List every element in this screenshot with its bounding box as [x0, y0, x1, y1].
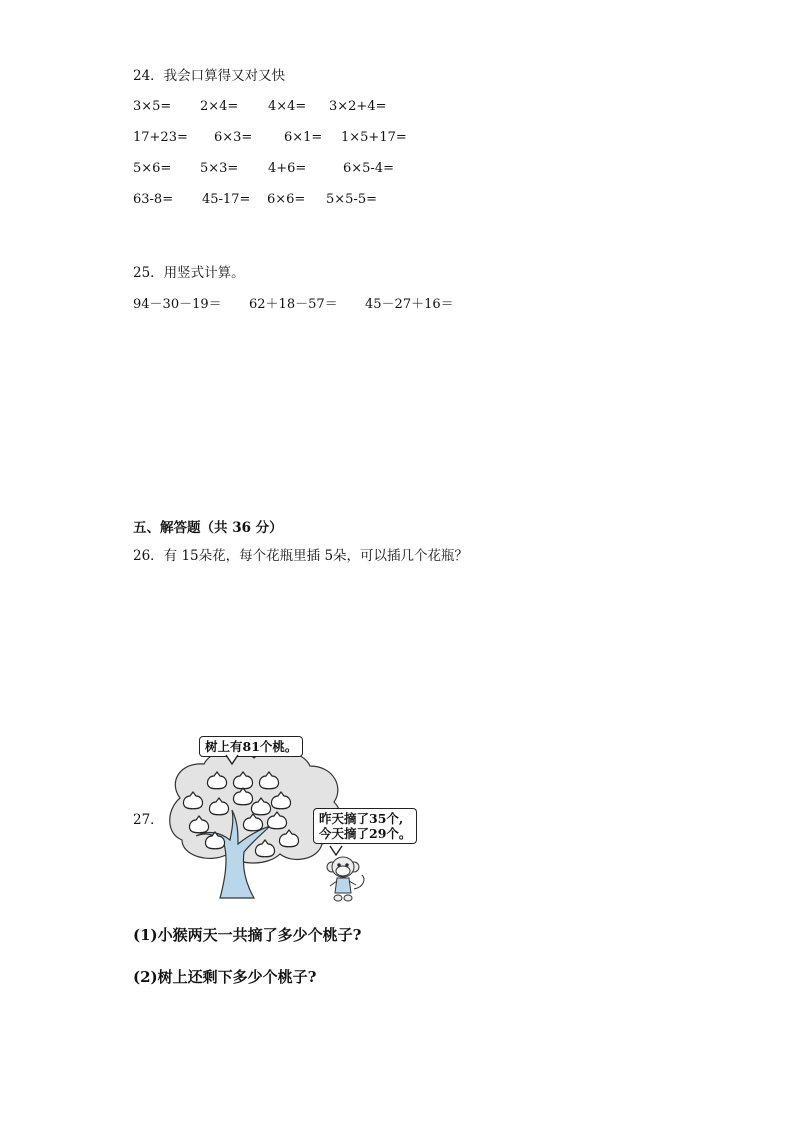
q24-r1c4: 3×2+4=	[329, 99, 387, 114]
q24-r1c1: 3×5=	[133, 99, 172, 114]
q24-r3c1: 5×6=	[133, 161, 172, 176]
q24-r2c3: 6×1=	[284, 130, 323, 145]
monkey-illustration	[324, 853, 368, 903]
q24-r2c4: 1×5+17=	[341, 130, 407, 145]
q24-r1c3: 4×4=	[268, 99, 307, 114]
tree-bubble-tail	[226, 755, 240, 765]
monkey-bubble-line-1: 昨天摘了35个,	[319, 811, 404, 826]
q24-r4c4: 5×5-5=	[326, 192, 377, 207]
q25-title: 25．用竖式计算。	[133, 265, 245, 281]
q25-item-2: 62＋18－57＝	[249, 297, 338, 312]
q24-r2c1: 17+23=	[133, 130, 188, 145]
q24-r1c2: 2×4=	[200, 99, 239, 114]
section-title: 五、解答题（共 36 分）	[133, 520, 283, 536]
monkey-bubble-line-2: 今天摘了29个。	[319, 826, 412, 841]
q27-sub2: (2)树上还剩下多少个桃子?	[133, 968, 317, 986]
q24-r4c2: 45-17=	[202, 192, 251, 207]
q25-item-3: 45－27＋16＝	[365, 297, 454, 312]
q24-r3c4: 6×5-4=	[343, 161, 394, 176]
q24-r3c2: 5×3=	[200, 161, 239, 176]
q26-text: 26．有 15朵花，每个花瓶里插 5朵，可以插几个花瓶？	[133, 548, 469, 564]
q27-number: 27．	[133, 812, 164, 828]
q24-r4c3: 6×6=	[267, 192, 306, 207]
q24-r4c1: 63-8=	[133, 192, 174, 207]
q24-title: 24．我会口算得又对又快	[133, 68, 286, 84]
q24-r2c2: 6×3=	[214, 130, 253, 145]
tree-speech-bubble: 树上有81个桃。	[199, 736, 303, 757]
q27-sub1: (1)小猴两天一共摘了多少个桃子?	[133, 926, 362, 944]
q25-item-1: 94－30－19＝	[133, 297, 222, 312]
q24-r3c3: 4+6=	[268, 161, 307, 176]
monkey-speech-bubble	[313, 808, 417, 844]
